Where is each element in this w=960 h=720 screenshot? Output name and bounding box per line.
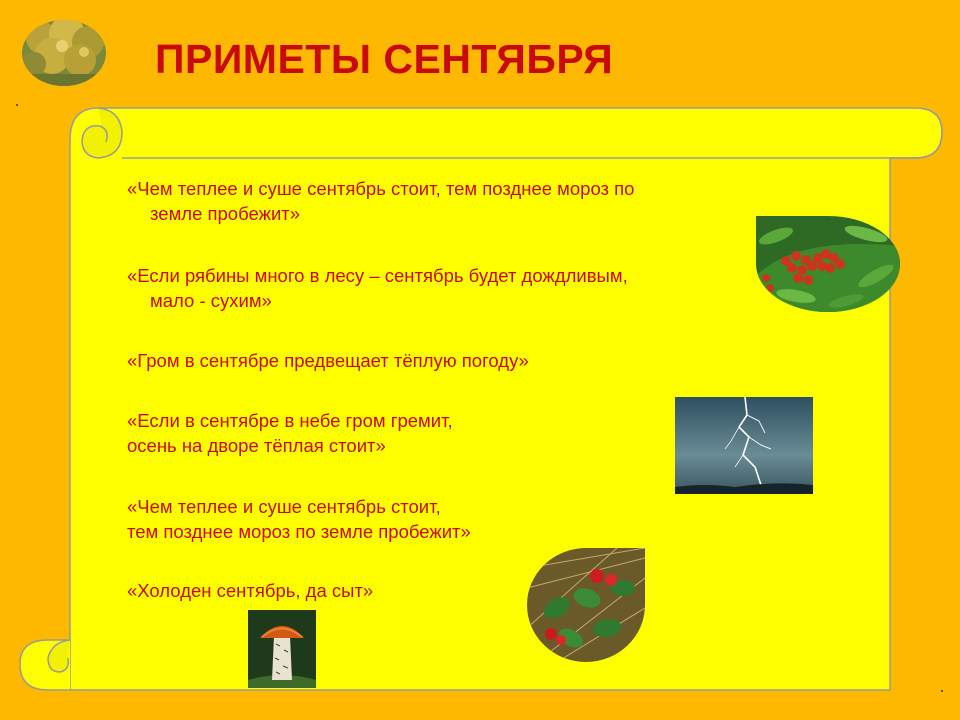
rowan-berries-photo — [756, 216, 900, 312]
saying-1-line-1: «Чем теплее и суше сентябрь стоит, тем позднее мороз по — [127, 178, 635, 199]
saying-4-line-2: осень на дворе тёплая стоит» — [127, 435, 386, 456]
page-title: ПРИМЕТЫ СЕНТЯБРЯ — [155, 36, 614, 82]
saying-3-line-1: «Гром в сентябре предвещает тёплую погоду» — [127, 350, 529, 371]
saying-3 — [127, 348, 529, 373]
saying-5 — [127, 494, 471, 544]
saying-4-line-1: «Если в сентябре в небе гром гремит, — [127, 410, 453, 431]
mushroom-photo — [248, 610, 316, 688]
saying-1 — [127, 176, 634, 226]
saying-5-line-2: тем позднее мороз по земле пробежит» — [127, 521, 471, 542]
saying-2-line-2: мало - сухим» — [150, 290, 272, 311]
saying-6 — [127, 578, 373, 603]
lightning-photo — [675, 397, 813, 494]
saying-5-line-1: «Чем теплее и суше сентябрь стоит, — [127, 496, 441, 517]
saying-2-line-1: «Если рябины много в лесу – сентябрь будет дождливым, — [127, 265, 628, 286]
cowberry-photo — [527, 548, 645, 662]
saying-4 — [127, 408, 453, 458]
saying-6-line-1: «Холоден сентябрь, да сыт» — [127, 580, 374, 601]
saying-2 — [127, 263, 628, 313]
saying-1-line-2: земле пробежит» — [150, 203, 301, 224]
